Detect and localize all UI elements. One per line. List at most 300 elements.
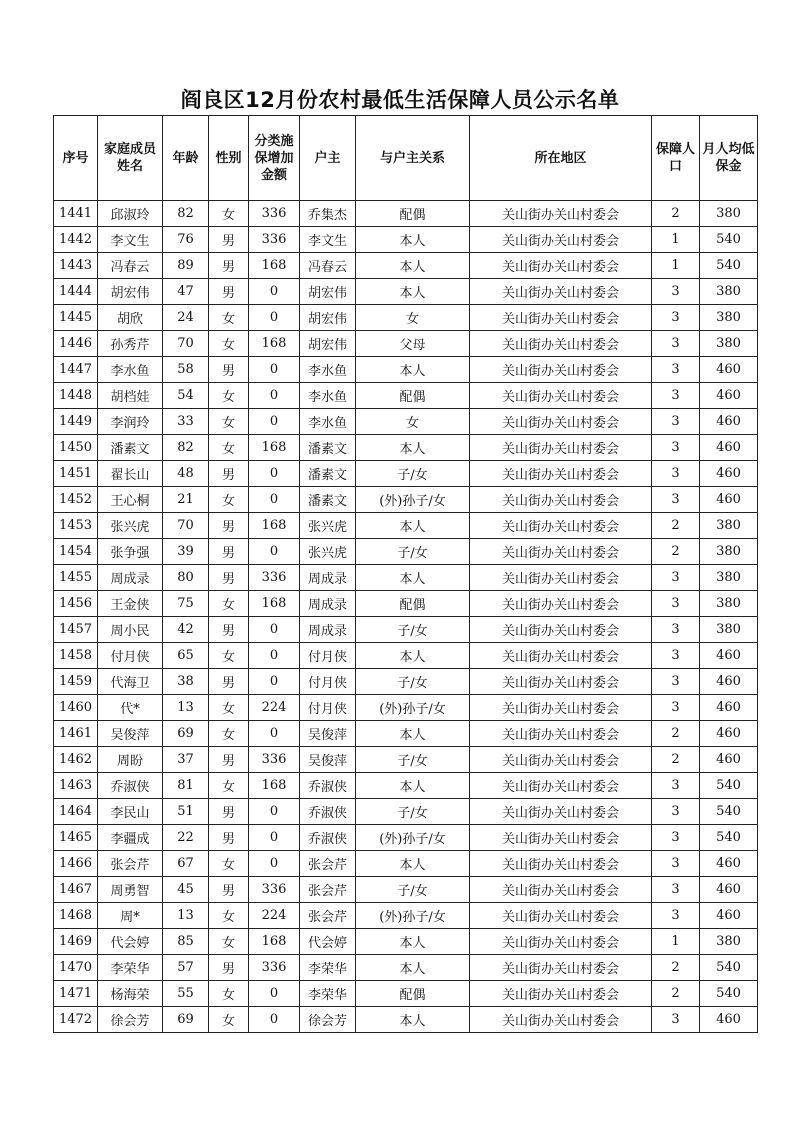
cell-gender: 女 [209,383,249,409]
cell-age: 85 [163,929,209,955]
cell-household-head: 李荣华 [300,955,356,981]
cell-relation: 子/女 [356,799,470,825]
cell-covered-persons: 2 [652,721,700,747]
cell-relation: 子/女 [356,877,470,903]
cell-member-name: 乔淑侠 [98,773,163,799]
table-row [54,695,758,721]
cell-age: 33 [163,409,209,435]
cell-age: 39 [163,539,209,565]
cell-member-name: 代会婷 [98,929,163,955]
cell-gender: 男 [209,357,249,383]
cell-household-head: 付月侠 [300,695,356,721]
cell-gender: 男 [209,539,249,565]
cell-extra-amount: 168 [249,435,300,461]
cell-member-name: 周小民 [98,617,163,643]
header-region: 所在地区 [470,116,652,201]
cell-region: 关山街办关山村委会 [470,617,652,643]
page-title: 阎良区12月份农村最低生活保障人员公示名单 [180,88,620,112]
cell-relation: 女 [356,409,470,435]
cell-age: 70 [163,331,209,357]
cell-monthly-allowance: 460 [700,695,758,721]
cell-monthly-allowance: 380 [700,591,758,617]
cell-member-name: 胡宏伟 [98,279,163,305]
cell-household-head: 乔淑侠 [300,799,356,825]
cell-extra-amount: 336 [249,565,300,591]
cell-relation: 子/女 [356,461,470,487]
table-row [54,461,758,487]
cell-covered-persons: 3 [652,1007,700,1033]
cell-gender: 女 [209,643,249,669]
cell-index: 1447 [54,357,98,383]
cell-index: 1458 [54,643,98,669]
cell-index: 1451 [54,461,98,487]
cell-member-name: 孙秀芹 [98,331,163,357]
cell-region: 关山街办关山村委会 [470,565,652,591]
cell-member-name: 周成录 [98,565,163,591]
cell-index: 1455 [54,565,98,591]
cell-monthly-allowance: 460 [700,383,758,409]
table-row [54,435,758,461]
cell-household-head: 张兴虎 [300,539,356,565]
cell-age: 69 [163,1007,209,1033]
cell-index: 1442 [54,227,98,253]
table-row [54,565,758,591]
cell-household-head: 李水鱼 [300,409,356,435]
cell-extra-amount: 0 [249,643,300,669]
cell-household-head: 乔集杰 [300,201,356,227]
cell-extra-amount: 168 [249,591,300,617]
cell-region: 关山街办关山村委会 [470,253,652,279]
cell-age: 54 [163,383,209,409]
cell-index: 1441 [54,201,98,227]
cell-gender: 女 [209,435,249,461]
cell-covered-persons: 3 [652,461,700,487]
table-row [54,643,758,669]
cell-age: 24 [163,305,209,331]
cell-monthly-allowance: 380 [700,617,758,643]
table-row [54,669,758,695]
cell-index: 1450 [54,435,98,461]
cell-household-head: 代会婷 [300,929,356,955]
table-row [54,955,758,981]
cell-index: 1460 [54,695,98,721]
cell-household-head: 周成录 [300,617,356,643]
cell-monthly-allowance: 380 [700,331,758,357]
table-row [54,851,758,877]
cell-gender: 男 [209,461,249,487]
cell-member-name: 周盼 [98,747,163,773]
cell-gender: 女 [209,721,249,747]
cell-household-head: 潘素文 [300,435,356,461]
cell-relation: 本人 [356,773,470,799]
table-row [54,253,758,279]
cell-gender: 男 [209,279,249,305]
cell-region: 关山街办关山村委会 [470,201,652,227]
cell-household-head: 胡宏伟 [300,331,356,357]
cell-member-name: 邱淑玲 [98,201,163,227]
cell-member-name: 付月侠 [98,643,163,669]
cell-household-head: 胡宏伟 [300,279,356,305]
cell-member-name: 周* [98,903,163,929]
cell-covered-persons: 2 [652,539,700,565]
cell-extra-amount: 0 [249,1007,300,1033]
cell-region: 关山街办关山村委会 [470,851,652,877]
cell-region: 关山街办关山村委会 [470,773,652,799]
table-row [54,331,758,357]
cell-covered-persons: 2 [652,747,700,773]
cell-relation: 本人 [356,851,470,877]
cell-relation: 子/女 [356,669,470,695]
table-row [54,513,758,539]
cell-member-name: 冯春云 [98,253,163,279]
cell-monthly-allowance: 460 [700,747,758,773]
cell-region: 关山街办关山村委会 [470,825,652,851]
cell-region: 关山街办关山村委会 [470,513,652,539]
cell-index: 1452 [54,487,98,513]
table-row [54,305,758,331]
cell-monthly-allowance: 460 [700,1007,758,1033]
cell-covered-persons: 1 [652,227,700,253]
cell-member-name: 翟长山 [98,461,163,487]
cell-extra-amount: 0 [249,799,300,825]
cell-region: 关山街办关山村委会 [470,669,652,695]
cell-gender: 男 [209,877,249,903]
cell-extra-amount: 336 [249,227,300,253]
cell-monthly-allowance: 380 [700,201,758,227]
cell-monthly-allowance: 540 [700,227,758,253]
cell-index: 1443 [54,253,98,279]
table-row [54,591,758,617]
cell-age: 76 [163,227,209,253]
cell-region: 关山街办关山村委会 [470,357,652,383]
cell-household-head: 李文生 [300,227,356,253]
cell-extra-amount: 0 [249,357,300,383]
table-row [54,617,758,643]
cell-household-head: 乔淑侠 [300,825,356,851]
table-row [54,279,758,305]
cell-covered-persons: 3 [652,383,700,409]
cell-extra-amount: 168 [249,253,300,279]
cell-member-name: 李水鱼 [98,357,163,383]
cell-gender: 男 [209,799,249,825]
cell-region: 关山街办关山村委会 [470,981,652,1007]
cell-covered-persons: 2 [652,201,700,227]
table-header [54,116,758,201]
cell-region: 关山街办关山村委会 [470,487,652,513]
cell-monthly-allowance: 540 [700,825,758,851]
cell-relation: (外)孙子/女 [356,695,470,721]
cell-gender: 男 [209,617,249,643]
cell-covered-persons: 3 [652,331,700,357]
cell-gender: 男 [209,955,249,981]
cell-monthly-allowance: 460 [700,487,758,513]
cell-monthly-allowance: 460 [700,721,758,747]
cell-household-head: 张会芹 [300,903,356,929]
cell-index: 1456 [54,591,98,617]
cell-relation: 父母 [356,331,470,357]
cell-relation: 本人 [356,1007,470,1033]
cell-member-name: 代海卫 [98,669,163,695]
cell-region: 关山街办关山村委会 [470,799,652,825]
cell-household-head: 吴俊萍 [300,747,356,773]
cell-relation: 本人 [356,279,470,305]
cell-covered-persons: 1 [652,929,700,955]
cell-household-head: 付月侠 [300,643,356,669]
cell-index: 1461 [54,721,98,747]
cell-index: 1469 [54,929,98,955]
cell-gender: 女 [209,929,249,955]
cell-monthly-allowance: 540 [700,799,758,825]
cell-monthly-allowance: 380 [700,929,758,955]
cell-age: 51 [163,799,209,825]
cell-covered-persons: 3 [652,903,700,929]
cell-extra-amount: 168 [249,513,300,539]
cell-member-name: 胡欣 [98,305,163,331]
table-row [54,929,758,955]
cell-household-head: 徐会芳 [300,1007,356,1033]
cell-covered-persons: 3 [652,799,700,825]
table-row [54,357,758,383]
cell-gender: 男 [209,253,249,279]
cell-household-head: 吴俊萍 [300,721,356,747]
cell-relation: 本人 [356,253,470,279]
cell-covered-persons: 2 [652,513,700,539]
cell-relation: 本人 [356,955,470,981]
cell-covered-persons: 3 [652,409,700,435]
cell-region: 关山街办关山村委会 [470,955,652,981]
cell-index: 1466 [54,851,98,877]
header-covered-persons: 保障人口 [652,116,700,201]
cell-index: 1459 [54,669,98,695]
cell-index: 1444 [54,279,98,305]
cell-relation: 子/女 [356,617,470,643]
table-row [54,227,758,253]
cell-age: 58 [163,357,209,383]
cell-index: 1446 [54,331,98,357]
cell-region: 关山街办关山村委会 [470,539,652,565]
cell-household-head: 潘素文 [300,487,356,513]
cell-age: 38 [163,669,209,695]
cell-monthly-allowance: 380 [700,513,758,539]
cell-extra-amount: 224 [249,695,300,721]
cell-relation: 子/女 [356,539,470,565]
cell-household-head: 胡宏伟 [300,305,356,331]
cell-index: 1463 [54,773,98,799]
cell-extra-amount: 0 [249,409,300,435]
cell-age: 13 [163,695,209,721]
cell-member-name: 张会芹 [98,851,163,877]
cell-covered-persons: 3 [652,617,700,643]
cell-member-name: 胡档娃 [98,383,163,409]
cell-member-name: 王心桐 [98,487,163,513]
table-row [54,409,758,435]
cell-covered-persons: 3 [652,695,700,721]
cell-monthly-allowance: 460 [700,357,758,383]
cell-covered-persons: 3 [652,487,700,513]
cell-region: 关山街办关山村委会 [470,279,652,305]
cell-household-head: 李荣华 [300,981,356,1007]
cell-age: 57 [163,955,209,981]
table-row [54,825,758,851]
cell-relation: 配偶 [356,201,470,227]
cell-region: 关山街办关山村委会 [470,383,652,409]
cell-relation: 配偶 [356,383,470,409]
cell-region: 关山街办关山村委会 [470,721,652,747]
cell-age: 81 [163,773,209,799]
table-row [54,721,758,747]
cell-monthly-allowance: 540 [700,253,758,279]
cell-gender: 女 [209,981,249,1007]
header-age: 年龄 [163,116,209,201]
cell-index: 1445 [54,305,98,331]
cell-extra-amount: 0 [249,461,300,487]
cell-extra-amount: 336 [249,747,300,773]
cell-region: 关山街办关山村委会 [470,877,652,903]
cell-gender: 女 [209,409,249,435]
cell-member-name: 周勇智 [98,877,163,903]
table-row [54,487,758,513]
cell-covered-persons: 3 [652,643,700,669]
cell-covered-persons: 3 [652,305,700,331]
cell-index: 1457 [54,617,98,643]
table-row [54,539,758,565]
header-extra-amount: 分类施保增加金额 [249,116,300,201]
cell-region: 关山街办关山村委会 [470,903,652,929]
cell-age: 13 [163,903,209,929]
cell-age: 67 [163,851,209,877]
cell-covered-persons: 3 [652,877,700,903]
cell-region: 关山街办关山村委会 [470,1007,652,1033]
cell-household-head: 潘素文 [300,461,356,487]
cell-index: 1472 [54,1007,98,1033]
cell-relation: 本人 [356,227,470,253]
cell-extra-amount: 336 [249,877,300,903]
cell-age: 80 [163,565,209,591]
cell-extra-amount: 224 [249,903,300,929]
cell-member-name: 吴俊萍 [98,721,163,747]
cell-monthly-allowance: 540 [700,955,758,981]
cell-extra-amount: 168 [249,929,300,955]
cell-extra-amount: 0 [249,279,300,305]
cell-member-name: 王金侠 [98,591,163,617]
cell-index: 1467 [54,877,98,903]
cell-extra-amount: 0 [249,305,300,331]
cell-gender: 男 [209,565,249,591]
cell-household-head: 张会芹 [300,877,356,903]
cell-age: 65 [163,643,209,669]
cell-gender: 男 [209,669,249,695]
cell-region: 关山街办关山村委会 [470,591,652,617]
cell-member-name: 张争强 [98,539,163,565]
cell-household-head: 张会芹 [300,851,356,877]
table-row [54,903,758,929]
header-household-head: 户主 [300,116,356,201]
roster-table [53,115,758,1033]
cell-covered-persons: 3 [652,851,700,877]
cell-region: 关山街办关山村委会 [470,461,652,487]
cell-monthly-allowance: 460 [700,643,758,669]
cell-member-name: 李荣华 [98,955,163,981]
table-row [54,747,758,773]
cell-relation: (外)孙子/女 [356,825,470,851]
cell-gender: 男 [209,825,249,851]
cell-covered-persons: 1 [652,253,700,279]
cell-household-head: 周成录 [300,591,356,617]
cell-household-head: 李水鱼 [300,357,356,383]
cell-member-name: 李疆成 [98,825,163,851]
cell-member-name: 杨海荣 [98,981,163,1007]
cell-gender: 女 [209,591,249,617]
cell-extra-amount: 336 [249,201,300,227]
cell-member-name: 张兴虎 [98,513,163,539]
cell-household-head: 周成录 [300,565,356,591]
cell-age: 22 [163,825,209,851]
cell-gender: 女 [209,773,249,799]
header-relation: 与户主关系 [356,116,470,201]
cell-index: 1471 [54,981,98,1007]
cell-member-name: 潘素文 [98,435,163,461]
cell-relation: 本人 [356,565,470,591]
cell-age: 45 [163,877,209,903]
cell-region: 关山街办关山村委会 [470,409,652,435]
cell-gender: 女 [209,695,249,721]
cell-gender: 女 [209,201,249,227]
cell-covered-persons: 3 [652,773,700,799]
table-body [54,201,758,1033]
cell-age: 70 [163,513,209,539]
cell-covered-persons: 3 [652,669,700,695]
cell-extra-amount: 0 [249,487,300,513]
cell-index: 1462 [54,747,98,773]
cell-index: 1470 [54,955,98,981]
cell-relation: 本人 [356,357,470,383]
cell-age: 82 [163,201,209,227]
cell-index: 1464 [54,799,98,825]
cell-age: 69 [163,721,209,747]
cell-age: 21 [163,487,209,513]
cell-extra-amount: 0 [249,539,300,565]
cell-index: 1465 [54,825,98,851]
cell-relation: 配偶 [356,591,470,617]
cell-region: 关山街办关山村委会 [470,695,652,721]
table-row [54,201,758,227]
cell-member-name: 代* [98,695,163,721]
cell-member-name: 李民山 [98,799,163,825]
table-row [54,877,758,903]
cell-monthly-allowance: 380 [700,565,758,591]
header-gender: 性别 [209,116,249,201]
cell-region: 关山街办关山村委会 [470,227,652,253]
cell-member-name: 徐会芳 [98,1007,163,1033]
cell-region: 关山街办关山村委会 [470,929,652,955]
cell-relation: 本人 [356,929,470,955]
cell-gender: 女 [209,331,249,357]
cell-relation: (外)孙子/女 [356,903,470,929]
cell-age: 55 [163,981,209,1007]
header-index: 序号 [54,116,98,201]
cell-relation: 本人 [356,643,470,669]
cell-age: 47 [163,279,209,305]
cell-monthly-allowance: 460 [700,903,758,929]
cell-relation: 女 [356,305,470,331]
cell-gender: 女 [209,1007,249,1033]
cell-covered-persons: 3 [652,825,700,851]
cell-age: 89 [163,253,209,279]
cell-household-head: 张兴虎 [300,513,356,539]
table-row [54,799,758,825]
cell-gender: 男 [209,513,249,539]
header-monthly-allowance: 月人均低保金 [700,116,758,201]
